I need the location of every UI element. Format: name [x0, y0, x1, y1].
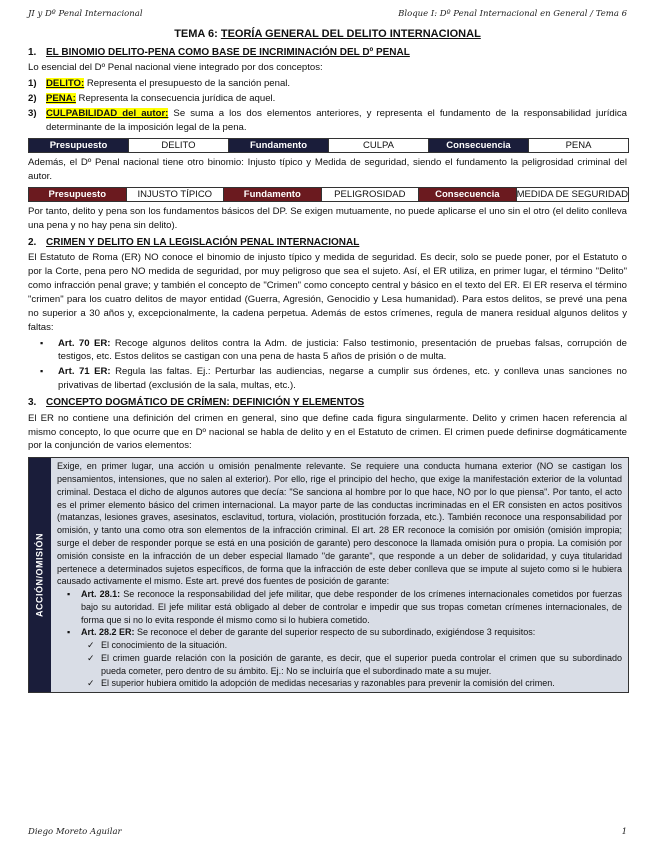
side-label-text: ACCIÓN/OMISIÓN	[34, 533, 45, 618]
s1-paragraph-2: Además, el Dº Penal nacional tiene otro binomio: Injusto típico y Medida de seguridad, siendo el fundamento la peligrosidad criminal del autor.	[28, 156, 627, 182]
item-text: Representa el presupuesto de la sanción penal.	[86, 78, 291, 90]
article-label: Art. 71 ER:	[58, 366, 111, 378]
title-prefix: TEMA 6:	[174, 28, 221, 40]
table-cell: MEDIDA DE SEGURIDAD	[516, 188, 628, 200]
header-right: Bloque I: Dº Penal Internacional en General / Tema 6	[398, 9, 627, 19]
table-cell: PELIGROSIDAD	[322, 188, 420, 201]
s3-paragraph-1: El ER no contiene una definición del crimen en general, sino que define cada figura singularmente. Delito y crimen hacen referencia al mismo concepto, lo que ocurre que en Dº nacional se habla de delito y en el Estatuto de crimen. El crimen puede definirse dogmáticamente por la conjunción de varios elementos:	[28, 412, 627, 452]
section-title: CRIMEN Y DELITO EN LA LEGISLACIÓN PENAL INTERNACIONAL	[46, 236, 360, 248]
item-number: 3)	[28, 108, 37, 120]
page-footer	[28, 826, 627, 840]
article-text: Recoge algunos delitos contra la Adm. de justicia: Falso testimonio, presentación de pruebas falsas, corrupción de testigos, etc. Estos delitos se castigan con una pena de hasta 5 años de prisión o de multa.	[58, 337, 628, 363]
list-item	[28, 337, 627, 365]
article-text: Se reconoce el deber de garante del superior respecto de su subordinado, exigiéndose 3 requisitos:	[137, 627, 536, 638]
item-term: CULPABILIDAD del autor:	[46, 108, 169, 120]
article-list	[28, 337, 627, 394]
box-body	[51, 458, 628, 692]
check-item: ✓ El crimen guarde relación con la posición de garante, es decir, que el superior pueda controlar el crimen que su subordinado pueda cometer, pero dentro de su ámbito. Ej.: No se incluiría que el subordinado mate a su mujer.	[57, 652, 622, 678]
check-item: ✓ El conocimiento de la situación.	[57, 639, 622, 652]
section-title: EL BINOMIO DELITO-PENA COMO BASE DE INCRIMINACIÓN DEL Dº PENAL	[46, 46, 410, 58]
item-text: Se suma a los dos elementos anteriores, y representa el fundamento de la responsabilidad jurídica determinante de la imposición legal de la pena.	[46, 108, 627, 134]
table-cell: Consecuencia	[419, 188, 517, 201]
section-title: CONCEPTO DOGMÁTICO DE CRÍMEN: DEFINICIÓN Y ELEMENTOS	[46, 397, 365, 409]
section-heading-1	[28, 46, 627, 61]
table-cell: PENA	[529, 139, 628, 152]
section-number: 2.	[28, 236, 37, 248]
element-box-accion-omision	[28, 457, 629, 693]
item-number: 2)	[28, 93, 37, 105]
table-cell: Presupuesto	[29, 188, 127, 201]
section-number: 3.	[28, 397, 37, 409]
binomial-table-1	[28, 138, 629, 153]
item-term: DELITO:	[46, 78, 85, 90]
table-cell: DELITO	[129, 139, 229, 152]
title-text: TEORÍA GENERAL DEL DELITO INTERNACIONAL	[220, 28, 481, 40]
item-number: 1)	[28, 78, 37, 90]
article-label: Art. 70 ER:	[58, 337, 111, 349]
table-cell: INJUSTO TÍPICO	[127, 188, 225, 201]
item-text: Representa la consecuencia jurídica de aquel.	[78, 93, 276, 105]
requirements-checklist	[57, 639, 622, 690]
article-label: Art. 28.2 ER:	[81, 627, 135, 638]
list-item	[28, 92, 627, 106]
table-cell: Presupuesto	[29, 139, 129, 152]
header-left: JI y Dº Penal Internacional	[28, 9, 143, 19]
article-label: Art. 28.1:	[81, 589, 121, 600]
article-text: Regula las faltas. Ej.: Perturbar las audiencias, negarse a cumplir sus órdenes, etc. y conlleva unas sanciones no privativas de libertad (exclusión de la sala, multas, etc.).	[58, 366, 627, 392]
list-item	[57, 626, 622, 639]
section-heading-2	[28, 236, 627, 251]
binomial-table-2	[28, 187, 629, 202]
section-number: 1.	[28, 46, 37, 58]
s1-intro: Lo esencial del Dº Penal nacional viene integrado por dos conceptos:	[28, 62, 323, 74]
table-cell: Consecuencia	[429, 139, 529, 152]
list-item	[28, 365, 627, 393]
box-article-list	[57, 588, 622, 639]
page-title	[28, 27, 627, 43]
table-cell: CULPA	[329, 139, 429, 152]
item-term: PENA:	[46, 93, 76, 105]
list-item	[57, 588, 622, 626]
concept-list	[28, 77, 627, 135]
box-paragraph: Exige, en primer lugar, una acción u omisión penalmente relevante. Se requiere una conducta humana exterior (NO se castigan los pensamientos, intensiones, que no salen al exterior). Por ello, rige el principio del hecho, que exige la manifestación exterior de la voluntad criminal. Destaca el dicho de algunos autores que decía: "Se sanciona al hombre por lo que hace, NO por lo que piensa". Por tanto, el acto es el primer elemento básico del crimen internacional. La mayor parte de las conductas incriminadas en el ER consisten en actos positivos (matanzas, lesiones graves, asesinatos, esclavitud, tortura, violación, prostitución forzada, etc.). También reconoce una responsabilidad por omisión, y tanto una como otra son elementos de la infracción criminal. El art. 28 ER reconoce la comisión por omisión (omisión impropia; surge el deber de responder porque se está en una posición de garante) pero desconoce la llamada omisión pura o propia. La comisión por omisión consiste en la infracción de un deber especial llamado "de garante", que responde a un deber de solidaridad, y cuya titularidad pertenece a determinados sujetos específicos, de forma que la infracción de este deber conlleva que se impute al sujeto como si le hubiera causado activamente el mismo. Este art. prevé dos fuentes de posición de garante:	[57, 461, 622, 587]
list-item	[28, 77, 627, 91]
s2-paragraph-1: El Estatuto de Roma (ER) NO conoce el binomio de injusto típico y medida de seguridad. Es decir, solo se puede poner, por el Estatuto o por la Corte, pena pero NO medida de seguridad, por muy peligroso que sea el sujeto. Así, el ER utiliza, en primer lugar, el término "Delito" como infracción penal grave; y también el concepto de "Crimen" como concepto central y básico en el texto del ER. El ER reserva el término "crimen" para los cuatro delitos de mayor entidad (Guerra, Agresión, Genocidio y Lesa humanidad). Para estos delitos, se prevé una pena no superior a 30 años y, excepcionalmente, la cadena perpetua. Además de estos crímenes, regula de manera residual algunos delitos y faltas:	[28, 252, 627, 333]
s1-paragraph-3: Por tanto, delito y pena son los fundamentos básicos del DP. Se exigen mutuamente, no puede aplicarse el uno sin el otro (el delito conlleva una pena y no hay pena sin delito).	[28, 205, 627, 231]
page-number: 1	[621, 827, 627, 837]
check-item: ✓ El superior hubiera omitido la adopción de medidas necesarias y razonables para prevenir la comisión del crimen.	[57, 677, 622, 690]
table-cell: Fundamento	[229, 139, 329, 152]
article-text: Se reconoce la responsabilidad del jefe militar, que debe responder de los crímenes internacionales cometidos por fuerzas bajo su autoridad. El jefe militar está obligado al deber de controlar e impedir que sus tropas cometan crímenes internacionales, de forma que si no lo evita responde él mismo como si lo hubiera cometido.	[81, 589, 622, 625]
section-heading-3	[28, 396, 627, 411]
page-header	[28, 8, 627, 22]
table-cell: Fundamento	[224, 188, 322, 201]
list-item	[28, 107, 627, 135]
footer-author: Diego Moreto Aguilar	[28, 827, 122, 837]
page-content	[28, 27, 627, 693]
box-side-label	[29, 458, 51, 692]
